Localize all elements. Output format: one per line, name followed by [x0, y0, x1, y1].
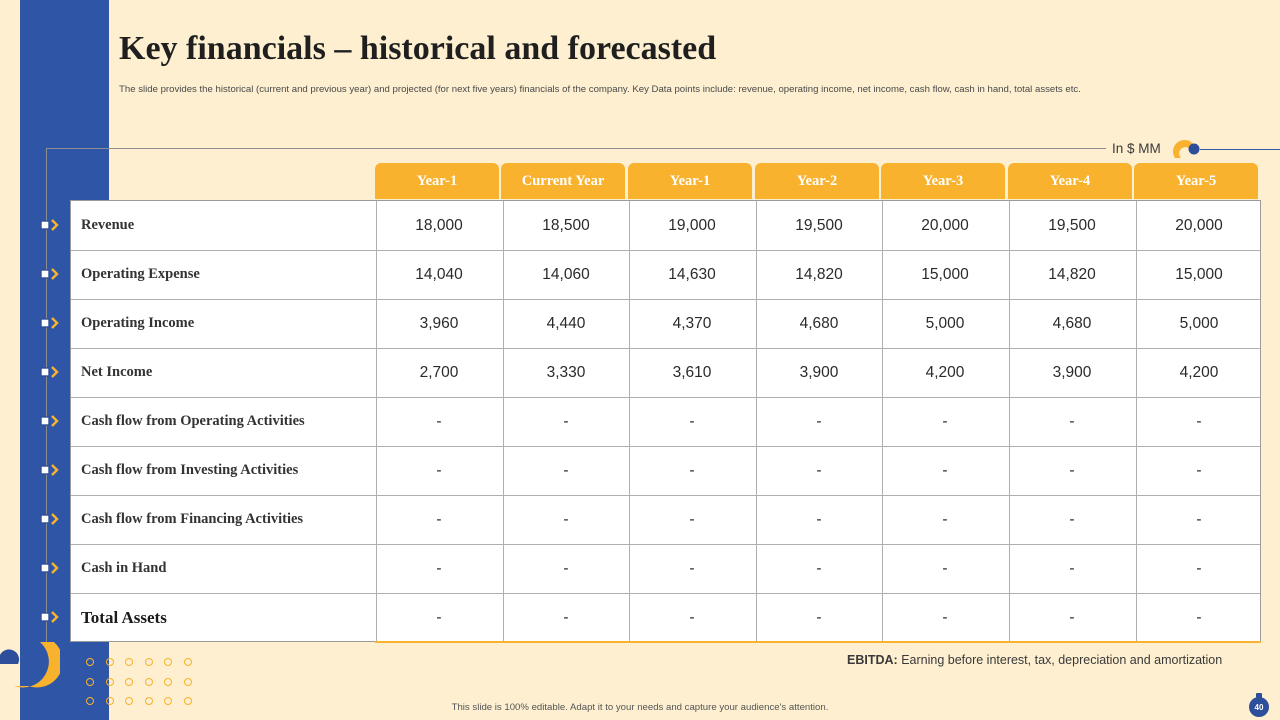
table-cell: 4,440: [546, 314, 586, 332]
table-cell: 2,700: [419, 363, 459, 381]
unit-divider: [1200, 149, 1280, 150]
decorative-dot: [86, 678, 94, 686]
frame-line-top: [46, 148, 1106, 149]
table-row: [71, 397, 1262, 446]
table-cell: 3,960: [419, 314, 459, 332]
table-cell: 5,000: [925, 314, 965, 332]
table-cell: 4,680: [799, 314, 839, 332]
ebitda-note: [847, 653, 1222, 667]
table-cell: -: [1069, 510, 1075, 528]
financials-table: [70, 200, 1261, 642]
table-row: [71, 544, 1262, 593]
decorative-arc-icon: [0, 640, 60, 690]
arrow-box-icon: [40, 513, 60, 525]
row-label: Cash flow from Investing Activities: [81, 462, 299, 478]
table-cell: -: [1069, 461, 1075, 479]
table-cell: 14,820: [1048, 265, 1096, 283]
arrow-box-icon: [40, 219, 60, 231]
table-cell: 4,200: [925, 363, 965, 381]
table-row: [71, 593, 1262, 642]
column-header: Current Year: [501, 163, 625, 199]
table-cell: -: [816, 608, 822, 626]
table-cell: 15,000: [1175, 265, 1223, 283]
table-cell: -: [563, 559, 569, 577]
table-cell: 19,000: [668, 216, 716, 234]
decorative-dot: [164, 658, 172, 666]
table-cell: -: [942, 461, 948, 479]
table-cell: -: [436, 461, 442, 479]
row-label: Operating Expense: [81, 266, 200, 282]
table-cell: 19,500: [1048, 216, 1096, 234]
table-row: [71, 495, 1262, 544]
table-cell: -: [1069, 412, 1075, 430]
table-cell: -: [689, 412, 695, 430]
table-row: [71, 250, 1262, 299]
row-label: Cash flow from Financing Activities: [81, 511, 304, 527]
table-cell: -: [689, 608, 695, 626]
column-header: Year-2: [755, 163, 879, 199]
table-cell: 3,900: [799, 363, 839, 381]
decorative-dot: [106, 658, 114, 666]
row-label: Cash in Hand: [81, 560, 167, 576]
table-cell: 18,500: [542, 216, 590, 234]
table-cell: -: [689, 559, 695, 577]
decorative-dot: [125, 658, 133, 666]
table-cell: -: [1069, 608, 1075, 626]
column-header: Year-1: [628, 163, 752, 199]
table-cell: 14,630: [668, 265, 716, 283]
decorative-dot: [125, 678, 133, 686]
table-cell: -: [1069, 559, 1075, 577]
arrow-box-icon: [40, 366, 60, 378]
table-cell: 14,060: [542, 265, 590, 283]
table-row: [71, 201, 1262, 250]
decorative-dot: [184, 658, 192, 666]
table-cell: -: [816, 412, 822, 430]
row-label: Cash flow from Operating Activities: [81, 413, 305, 429]
page-number: 40: [1254, 703, 1264, 712]
table-cell: -: [689, 510, 695, 528]
table-cell: 4,200: [1179, 363, 1219, 381]
ebitda-definition: Earning before interest, tax, depreciation and amortization: [901, 653, 1223, 667]
table-cell: -: [1196, 510, 1202, 528]
row-label: Operating Income: [81, 315, 195, 331]
table-cell: -: [942, 559, 948, 577]
table-cell: 14,820: [795, 265, 843, 283]
footer-note: This slide is 100% editable. Adapt it to your needs and capture your audience's attention.: [451, 702, 829, 713]
table-cell: 4,370: [672, 314, 712, 332]
decorative-dot: [164, 678, 172, 686]
table-cell: -: [942, 510, 948, 528]
table-cell: -: [563, 412, 569, 430]
table-row: [71, 348, 1262, 397]
table-cell: 18,000: [415, 216, 463, 234]
arrow-box-icon: [40, 317, 60, 329]
table-cell: -: [816, 461, 822, 479]
row-label: Revenue: [81, 217, 135, 233]
table-cell: -: [436, 412, 442, 430]
table-cell: -: [1196, 412, 1202, 430]
decorative-dot: [184, 678, 192, 686]
table-cell: 3,610: [672, 363, 712, 381]
decorative-dot: [145, 678, 153, 686]
table-cell: 20,000: [921, 216, 969, 234]
column-header: Year-4: [1008, 163, 1132, 199]
arrow-box-icon: [40, 562, 60, 574]
column-header: Year-3: [881, 163, 1005, 199]
arrow-box-icon: [40, 268, 60, 280]
table-cell: 14,040: [415, 265, 463, 283]
table-cell: 3,900: [1052, 363, 1092, 381]
ebitda-term: EBITDA:: [847, 653, 898, 667]
page-subtitle: The slide provides the historical (current and previous year) and projected (for next five years) financials of the company. Key Data points include: revenue, operating income, net income, cash flow, cash in hand, total assets etc.: [119, 84, 1081, 95]
column-header: Year-5: [1134, 163, 1258, 199]
page-title: Key financials – historical and forecasted: [119, 30, 717, 67]
decorative-dot: [86, 658, 94, 666]
arrow-box-icon: [40, 415, 60, 427]
table-cell: -: [942, 608, 948, 626]
table-cell: 15,000: [921, 265, 969, 283]
table-cell: 3,330: [546, 363, 586, 381]
arrow-box-icon: [40, 464, 60, 476]
table-cell: 19,500: [795, 216, 843, 234]
row-label: Net Income: [81, 364, 153, 380]
unit-label: In $ MM: [1112, 141, 1161, 156]
column-header: Year-1: [375, 163, 499, 199]
table-cell: 4,680: [1052, 314, 1092, 332]
row-label: Total Assets: [81, 607, 167, 627]
table-cell: 20,000: [1175, 216, 1223, 234]
table-cell: -: [436, 510, 442, 528]
table-row: [71, 446, 1262, 495]
table-cell: -: [689, 461, 695, 479]
decorative-dot: [145, 658, 153, 666]
table-cell: -: [563, 461, 569, 479]
arc-circle-icon: [1172, 136, 1202, 162]
table-cell: -: [816, 510, 822, 528]
table-cell: -: [436, 559, 442, 577]
table-cell: -: [1196, 608, 1202, 626]
table-cell: -: [1196, 559, 1202, 577]
table-cell: -: [1196, 461, 1202, 479]
table-cell: 5,000: [1179, 314, 1219, 332]
decorative-dot: [106, 678, 114, 686]
table-cell: -: [436, 608, 442, 626]
table-cell: -: [563, 510, 569, 528]
table-row: [71, 299, 1262, 348]
arrow-box-icon: [40, 611, 60, 623]
table-cell: -: [942, 412, 948, 430]
table-cell: -: [563, 608, 569, 626]
table-cell: -: [816, 559, 822, 577]
